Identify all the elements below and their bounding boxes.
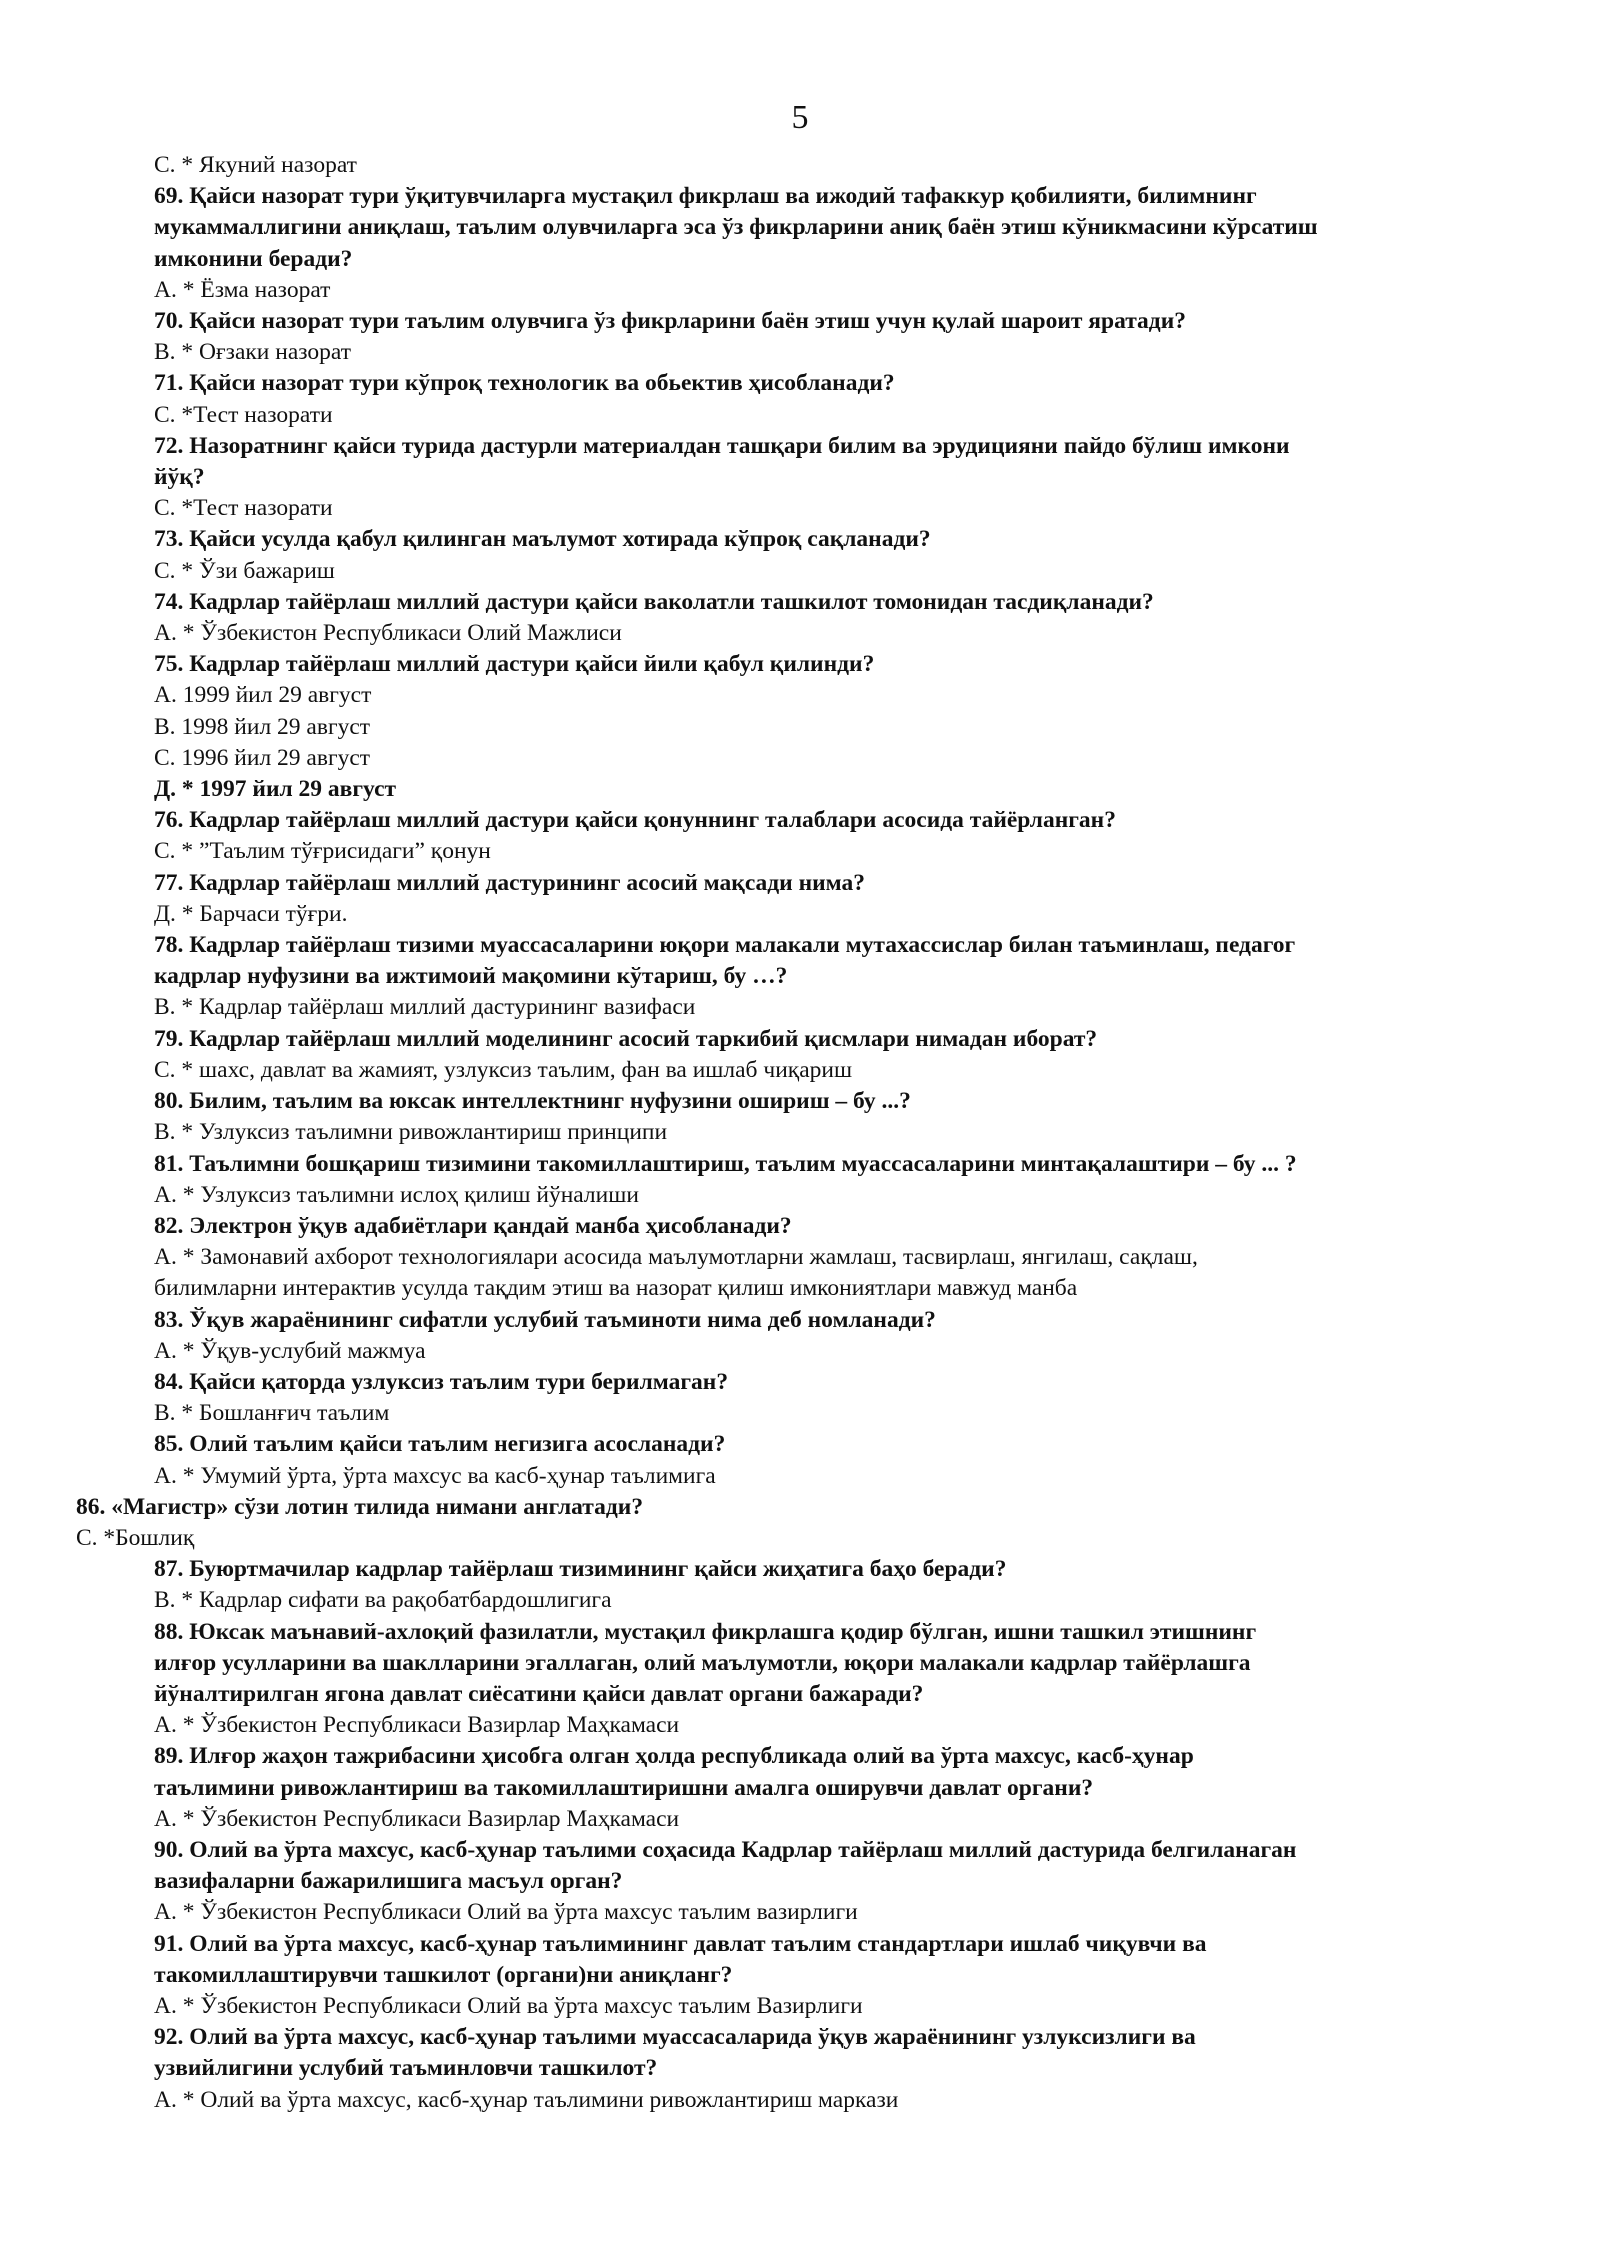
question-line: 90. Олий ва ўрта махсус, касб-ҳунар таълими соҳасида Кадрлар тайёрлаш миллий дастурида белгиланаган — [154, 1836, 1297, 1863]
answer-line: А. * Ўзбекистон Республикаси Олий ва ўрта махсус таълим вазирлиги — [154, 1899, 858, 1926]
question-line: 76. Кадрлар тайёрлаш миллий дастури қайси қонуннинг талаблари асосида тайёрланган? — [154, 807, 1116, 834]
question-line: 73. Қайси усулда қабул қилинган маълумот хотирада кўпроқ сақланади? — [154, 526, 931, 553]
answer-line: С. * Ўзи бажариш — [154, 557, 335, 584]
question-line: такомиллаштирувчи ташкилот (органи)ни аниқланг? — [154, 1961, 733, 1988]
question-line: 69. Қайси назорат тури ўқитувчиларга мустақил фикрлаш ва ижодий тафаккур қобилияти, билимнинг — [154, 183, 1257, 210]
answer-line: С. *Тест назорати — [154, 401, 333, 428]
document-body — [76, 150, 1514, 2116]
answer-line: билимларни интерактив усулда тақдим этиш ва назорат қилиш имкониятлари мавжуд манба — [154, 1275, 1078, 1302]
answer-line: В. * Кадрлар тайёрлаш миллий дастурининг вазифаси — [154, 994, 696, 1021]
question-line: 88. Юксак маънавий-ахлоқий фазилатли, мустақил фикрлашга қодир бўлган, ишни ташкил этишнинг — [154, 1618, 1257, 1645]
question-line: имконини беради? — [154, 245, 353, 272]
answer-line: А. * Узлуксиз таълимни ислоҳ қилиш йўналиши — [154, 1181, 639, 1208]
answer-line: А. * Олий ва ўрта махсус, касб-ҳунар таълимини ривожлантириш маркази — [154, 2086, 899, 2113]
answer-line: А. * Ўзбекистон Республикаси Вазирлар Маҳкамаси — [154, 1805, 680, 1832]
answer-line: Д. * Барчаси тўғри. — [154, 900, 348, 927]
answer-line: В. 1998 йил 29 август — [154, 713, 371, 740]
question-line: 86. «Магистр» сўзи лотин тилида нимани англатади? — [76, 1493, 644, 1520]
question-line: кадрлар нуфузини ва ижтимоий мақомини кўтариш, бу …? — [154, 963, 788, 990]
question-line: 84. Қайси қаторда узлуксиз таълим тури берилмаган? — [154, 1368, 729, 1395]
question-line: 75. Кадрлар тайёрлаш миллий дастури қайси йили қабул қилинди? — [154, 651, 875, 678]
answer-line: С. * Якуний назорат — [154, 152, 357, 178]
question-line: 81. Таълимни бошқариш тизимини такомиллаштириш, таълим муассасаларини минтақалаштири – бу ... ? — [154, 1150, 1297, 1177]
page-number: 5 — [791, 99, 809, 136]
question-line: вазифаларни бажарилишига масъул орган? — [154, 1868, 623, 1895]
answer-line: В. * Бошланғич таълим — [154, 1400, 390, 1427]
question-line: 91. Олий ва ўрта махсус, касб-ҳунар таълимининг давлат таълим стандартлари ишлаб чиқувчи ва — [154, 1930, 1207, 1957]
answer-line: А. * Ўзбекистон Республикаси Олий Мажлиси — [154, 620, 622, 647]
answer-line: А. * Ёзма назорат — [154, 276, 331, 303]
answer-line: С. *Тест назорати — [154, 495, 333, 522]
question-line: 92. Олий ва ўрта махсус, касб-ҳунар таълими муассасаларида ўқув жараёнининг узлуксизлиги ва — [154, 2024, 1196, 2051]
question-line: 89. Илғор жаҳон тажрибасини ҳисобга олган ҳолда республикада олий ва ўрта махсус, касб-ҳунар — [154, 1743, 1194, 1770]
answer-line: А. * Ўқув-услубий мажмуа — [154, 1337, 426, 1364]
answer-line: В. * Узлуксиз таълимни ривожлантириш принципи — [154, 1119, 668, 1146]
question-line: 80. Билим, таълим ва юксак интеллектнинг нуфузини ошириш – бу ...? — [154, 1088, 911, 1115]
answer-line: А. * Умумий ўрта, ўрта махсус ва касб-ҳунар таълимига — [154, 1462, 716, 1489]
question-line: йўқ? — [154, 464, 205, 491]
answer-line: Д. * 1997 йил 29 август — [154, 776, 397, 803]
question-line: илғор усулларини ва шаклларини эгаллаган, олий маълумотли, юқори малакали кадрлар тайёрлашга — [154, 1649, 1251, 1676]
question-line: 72. Назоратнинг қайси турида дастурли материалдан ташқари билим ва эрудицияни пайдо бўлиш имкони — [154, 432, 1290, 459]
answer-line: С. *Бошлиқ — [76, 1524, 195, 1551]
question-line: мукаммаллигини аниқлаш, таълим олувчиларга эса ўз фикрларини аниқ баён этиш кўникмасини кўрсатиш — [154, 214, 1318, 241]
answer-line: В. * Оғзаки назорат — [154, 339, 351, 366]
question-line: 82. Электрон ўқув адабиётлари қандай манба ҳисобланади? — [154, 1212, 792, 1239]
answer-line: А. * Замонавий ахборот технологиялари асосида маълумотларни жамлаш, тасвирлаш, янгилаш, сақлаш, — [154, 1244, 1198, 1271]
question-line: таълимини ривожлантириш ва такомиллаштиришни амалга оширувчи давлат органи? — [154, 1774, 1094, 1801]
answer-line: В. * Кадрлар сифати ва рақобатбардошлигига — [154, 1587, 612, 1614]
question-line: йўналтирилган ягона давлат сиёсатини қайси давлат органи бажаради? — [154, 1680, 924, 1707]
answer-line: С. 1996 йил 29 август — [154, 744, 371, 771]
question-line: 71. Қайси назорат тури кўпроқ технологик ва обьектив ҳисобланади? — [154, 370, 895, 397]
question-line: 85. Олий таълим қайси таълим негизига асосланади? — [154, 1431, 726, 1458]
question-line: 78. Кадрлар тайёрлаш тизими муассасаларини юқори малакали мутахассислар билан таъминлаш, педагог — [154, 932, 1296, 959]
answer-line: А. * Ўзбекистон Республикаси Олий ва ўрта махсус таълим Вазирлиги — [154, 1992, 863, 2019]
question-line: узвийлигини услубий таъминловчи ташкилот? — [154, 2055, 658, 2082]
question-line: 77. Кадрлар тайёрлаш миллий дастурининг асосий мақсади нима? — [154, 869, 866, 896]
answer-line: С. * ”Таълим тўғрисидаги” қонун — [154, 838, 491, 865]
answer-line: А. * Ўзбекистон Республикаси Вазирлар Маҳкамаси — [154, 1712, 680, 1739]
question-line: 87. Буюртмачилар кадрлар тайёрлаш тизимининг қайси жиҳатига баҳо беради? — [154, 1556, 1007, 1583]
question-line: 70. Қайси назорат тури таълим олувчига ўз фикрларини баён этиш учун қулай шароит яратади? — [154, 308, 1186, 335]
question-line: 83. Ўқув жараёнининг сифатли услубий таъминоти нима деб номланади? — [154, 1306, 936, 1333]
answer-line: С. * шахс, давлат ва жамият, узлуксиз таълим, фан ва ишлаб чиқариш — [154, 1056, 853, 1083]
answer-line: А. 1999 йил 29 август — [154, 682, 372, 709]
question-line: 79. Кадрлар тайёрлаш миллий моделининг асосий таркибий қисмлари нимадан иборат? — [154, 1025, 1098, 1052]
question-line: 74. Кадрлар тайёрлаш миллий дастури қайси ваколатли ташкилот томонидан тасдиқланади? — [154, 588, 1154, 615]
